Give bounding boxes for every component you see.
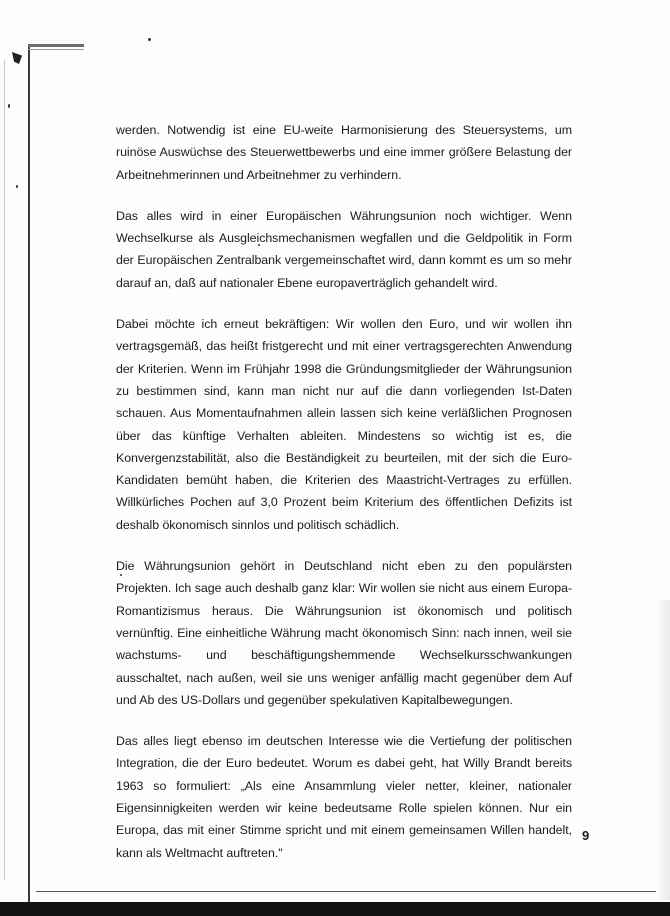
document-body — [116, 119, 572, 883]
scan-speck — [16, 185, 18, 188]
scan-bottom-line — [36, 891, 656, 892]
scan-artifact-mark — [12, 52, 22, 64]
scan-edge-line — [4, 60, 5, 880]
paragraph: Das alles liegt ebenso im deutschen Interesse wie die Vertiefung der politischen Integration, die der Euro bedeutet. Worum es dabei geht, hat Willy Brandt bereits 1963 so formuliert: „Als eine Ansammlung vieler netter, kleiner, nationaler Eigensinnigkeiten werden wir keine bedeutsame Rolle spielen können. Nur ein Europa, das mit einer Stimme spricht und mit einem gemeinsamen Willen handelt, kann als Weltmacht auftreten." — [116, 734, 572, 860]
scan-speck — [8, 104, 10, 108]
paragraph: Dabei möchte ich erneut bekräftigen: Wir wollen den Euro, und wir wollen ihn vertragsgemäß, das heißt fristgerecht und mit einer vertragsgerechten Anwendung der Kriterien. Wenn im Frühjahr 1998 die Gründungsmitglieder der Währungsunion zu bestimmen sind, kann man nicht nur auf die dann vorliegenden Ist-Daten schauen. Aus Momentaufnahmen allein lassen sich keine verläßlichen Prognosen über das künftige Verhalten ableiten. Mindestens so wichtig ist es, die Konvergenzstabilität, also die Beständigkeit zu beurteilen, mit der sich die Euro-Kandidaten bemüht haben, die Kriterien des Maastricht-Vertrages zu erfüllen. Willkürliches Pochen auf 3,0 Prozent beim Kriterium des öffentlichen Defizits ist deshalb ökonomisch sinnlos und politisch schädlich. — [116, 317, 572, 532]
scan-shadow — [656, 600, 670, 900]
paragraph: Das alles wird in einer Europäischen Währungsunion noch wichtiger. Wenn Wechselkurse als Ausgleichsmechanismen wegfallen und die Geldpolitik in Form der Europäischen Zentralbank vergemeinschaftet wird, dann kommt es um so mehr darauf an, daß auf nationaler Ebene europaverträglich gehandelt wird. — [116, 208, 572, 290]
scan-bottom-edge — [0, 902, 670, 916]
paragraph: Die Währungsunion gehört in Deutschland nicht eben zu den populärsten Projekten. Ich sage auch deshalb ganz klar: Wir wollen sie nicht aus einem Europa-Romantizismus heraus. Die Währungsunion ist ökonomisch und politisch vernünftig. Eine einheitliche Währung macht ökonomisch Sinn: nach innen, weil sie wachstums- und beschäftigungshemmende Wechselkursschwankungen ausschaltet, nach außen, weil sie uns weniger anfällig macht gegenüber dem Auf und Ab des US-Dollars und gegenüber spekulativen Kapitalbewegungen. — [116, 559, 572, 707]
scan-speck — [148, 38, 151, 41]
binding-mark-top — [28, 44, 84, 47]
paragraph: werden. Notwendig ist eine EU-weite Harmonisierung des Steuersystems, um ruinöse Auswüchse des Steuerwettbewerbs und eine immer größere Belastung der Arbeitnehmerinnen und Arbeitnehmer zu verhindern. — [116, 123, 572, 182]
page-left-border — [28, 44, 30, 904]
page-number: 9 — [582, 828, 590, 843]
binding-mark-bottom — [28, 49, 84, 50]
